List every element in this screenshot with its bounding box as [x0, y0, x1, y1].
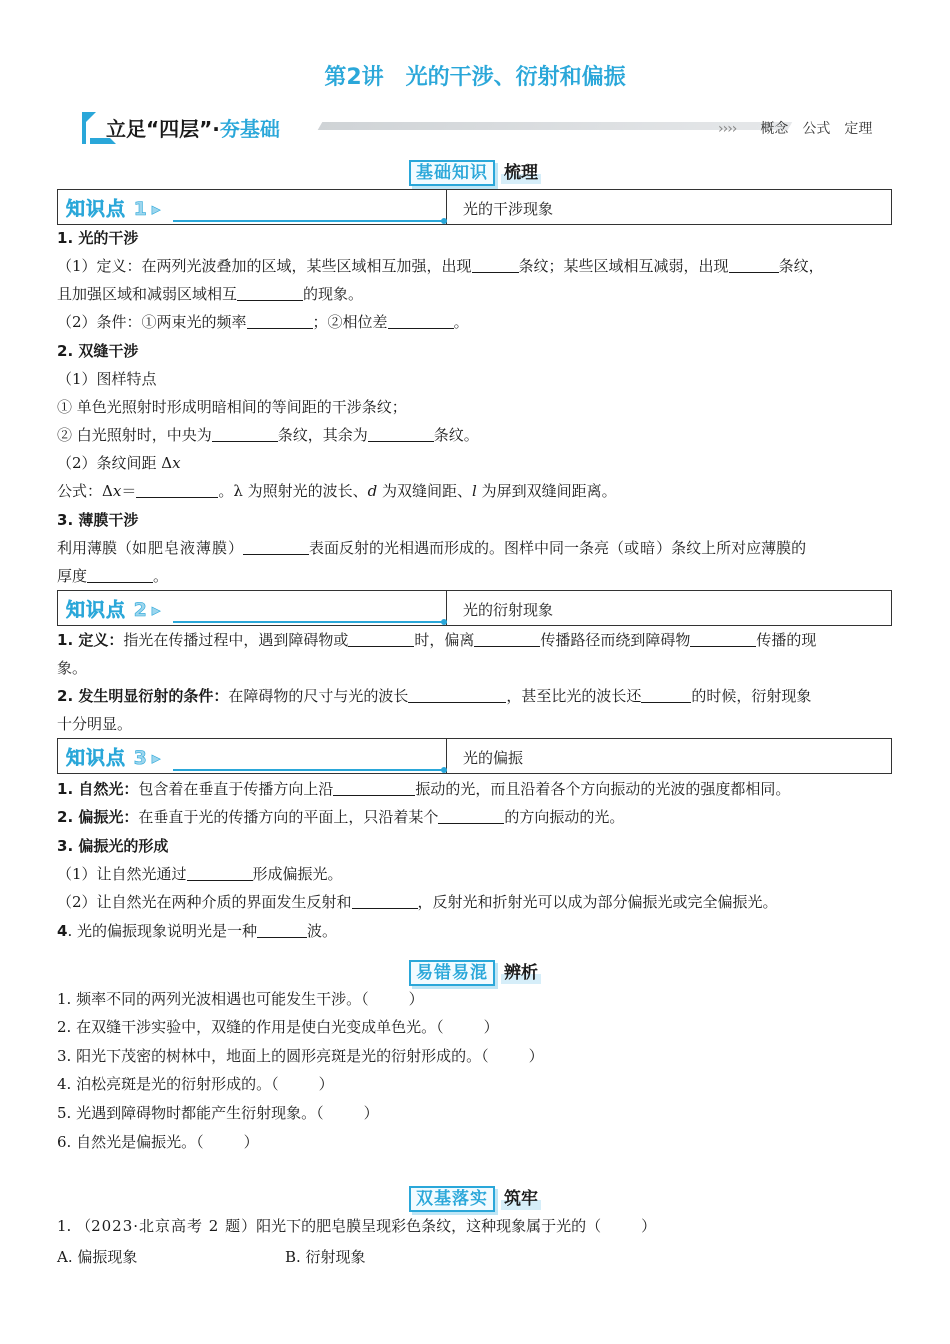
question-1: 1. （2023·北京高考 2 题）阳光下的肥皂膜呈现彩色条纹，这种现象属于光的（ ）: [57, 1217, 657, 1235]
knowledge-point-2: 知识点 2 ▶ 光的衍射现象: [57, 590, 892, 626]
question-source: 2023·北京高考 2 题: [91, 1217, 242, 1235]
knowledge-point-label: 光的偏振: [463, 749, 524, 767]
line-diffraction-condition-cont: 十分明显。: [57, 715, 133, 733]
knowledge-point-1: 知识点 1 ▶ 光的干涉现象: [57, 189, 892, 225]
section-banner: [80, 110, 880, 146]
lecture-number: 第2讲: [324, 65, 384, 90]
page-title: [0, 60, 950, 91]
judge-item: 6. 自然光是偏振光。（ ）: [57, 1133, 259, 1151]
triangle-icon: ▶: [151, 203, 162, 216]
line-diffraction-condition: 2. 发生明显衍射的条件：在障碍物的尺寸与光的波长 ，甚至比光的波长还 的时候，衍射现象: [57, 687, 812, 705]
line-pattern: （1）图样特点: [57, 370, 157, 388]
heading-interference: 1. 光的干涉: [57, 229, 139, 247]
lecture-topic: 光的干涉、衍射和偏振: [405, 65, 626, 90]
option-a[interactable]: A. 偏振现象: [57, 1248, 138, 1266]
knowledge-point-label: 光的衍射现象: [463, 601, 554, 619]
chevrons-icon: ››››: [718, 121, 737, 137]
tag-concept: 概念: [760, 121, 789, 137]
tag-theorem: 定理: [844, 121, 873, 137]
heading-polarization-formation: 3. 偏振光的形成: [57, 837, 169, 855]
section-heading-practice: 双基落实 筑牢: [0, 1186, 950, 1212]
knowledge-point-3: 知识点 3 ▶ 光的偏振: [57, 738, 892, 774]
line-definition-cont: 且加强区域和减弱区域相互 的现象。: [57, 285, 364, 303]
line-diffraction-def: 1. 定义：指光在传播过程中，遇到障碍物或 时，偏离 传播路径而绕到障碍物 传播的现: [57, 631, 817, 649]
judge-item: 4. 泊松亮斑是光的衍射形成的。（ ）: [57, 1075, 334, 1093]
heading-thin-film: 3. 薄膜干涉: [57, 511, 139, 529]
line-spacing: （2）条纹间距 Δx: [57, 454, 181, 472]
judge-item: 5. 光遇到障碍物时都能产生衍射现象。（ ）: [57, 1104, 379, 1122]
triangle-icon: ▶: [151, 752, 162, 765]
section-heading-errors: 易错易混 辨析: [0, 960, 950, 986]
knowledge-point-label: 光的干涉现象: [463, 200, 554, 218]
line-polarized-light: 2. 偏振光：在垂直于光的传播方向的平面上，只沿着某个 的方向振动的光。: [57, 808, 625, 826]
banner-title: 立足“四层”·夯基础: [106, 117, 280, 141]
line-formula: 公式：Δx＝ 。λ 为照射光的波长、d 为双缝间距、l 为屏到双缝间距离。: [57, 482, 617, 500]
line-monochrome: ① 单色光照射时形成明暗相间的等间距的干涉条纹；: [57, 398, 407, 416]
line-polarization-meaning: 4. 光的偏振现象说明光是一种 波。: [57, 922, 337, 940]
line-diffraction-def-cont: 象。: [57, 659, 88, 677]
judge-item: 2. 在双缝干涉实验中，双缝的作用是使白光变成单色光。（ ）: [57, 1018, 499, 1036]
line-definition: （1）定义：在两列光波叠加的区域，某些区域相互加强，出现 条纹；某些区域相互减弱，出现 条纹，: [57, 257, 824, 275]
heading-double-slit: 2. 双缝干涉: [57, 342, 139, 360]
banner-tags: [718, 118, 872, 138]
line-white-light: ② 白光照射时，中央为 条纹，其余为 条纹。: [57, 426, 479, 444]
line-formation-2: （2）让自然光在两种介质的界面发生反射和 ，反射光和折射光可以成为部分偏振光或完全偏振光。: [57, 893, 778, 911]
line-thin-film: 利用薄膜（如肥皂液薄膜） 表面反射的光相遇而形成的。图样中同一条亮（或暗）条纹上所对应薄膜的: [57, 539, 807, 557]
triangle-icon: ▶: [151, 604, 162, 617]
line-thin-film-cont: 厚度 。: [57, 567, 169, 585]
tag-formula: 公式: [802, 121, 831, 137]
line-formation-1: （1）让自然光通过 形成偏振光。: [57, 865, 343, 883]
line-natural-light: 1. 自然光：包含着在垂直于传播方向上沿 振动的光，而且沿着各个方向振动的光波的强度都相同。: [57, 780, 791, 798]
question-1-options: [57, 1247, 366, 1267]
section-heading-basics: 基础知识 梳理: [0, 160, 950, 186]
option-b[interactable]: B. 衍射现象: [285, 1248, 366, 1266]
judge-item: 1. 频率不同的两列光波相遇也可能发生干涉。（ ）: [57, 990, 424, 1008]
line-conditions: （2）条件：①两束光的频率 ；②相位差 。: [57, 313, 469, 331]
judge-item: 3. 阳光下茂密的树林中，地面上的圆形亮斑是光的衍射形成的。（ ）: [57, 1047, 544, 1065]
